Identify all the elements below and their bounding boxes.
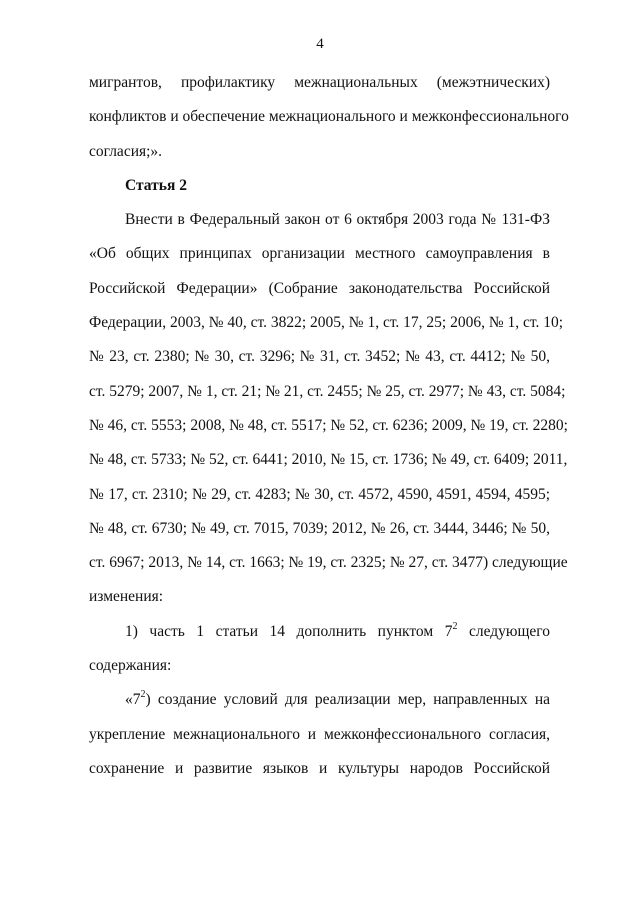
document-body [89,71,569,791]
amendment-1-start: 1) часть 1 статьи 14 дополнить пунктом 7 [125,622,453,640]
text-line: укрепление межнационального и межконфессионального согласия, [89,725,550,743]
text-line: № 48, ст. 6730; № 49, ст. 7015, 7039; 2012, № 26, ст. 3444, 3446; № 50, [89,519,550,537]
text-line: «Об общих принципах организации местного самоуправления в [89,245,550,263]
superscript: 2 [452,620,458,632]
amendment-1-end: следующего [468,622,550,640]
text-line: Российской Федерации» (Собрание законодательства Российской [89,279,550,297]
text-line: Внести в Федеральный закон от 6 октября 2003 года № 131-ФЗ [125,211,550,229]
text-line: Федерации, 2003, № 40, ст. 3822; 2005, № 1, ст. 17, 25; 2006, № 1, ст. 10; [89,314,564,332]
text-line: содержания: [89,657,172,675]
text-line: № 48, ст. 5733; № 52, ст. 6441; 2010, № 15, ст. 1736; № 49, ст. 6409; 2011, [89,451,568,469]
text-line: мигрантов, профилактику межнациональных (межэтнических) [89,74,550,91]
page-number: 4 [316,36,324,52]
text-line: № 23, ст. 2380; № 30, ст. 3296; № 31, ст. 3452; № 43, ст. 4412; № 50, [89,348,550,366]
text-line: ст. 5279; 2007, № 1, ст. 21; № 21, ст. 2455; № 25, ст. 2977; № 43, ст. 5084; [89,382,566,400]
text-line: изменения: [89,588,164,606]
text-line: ст. 6967; 2013, № 14, ст. 1663; № 19, ст. 2325; № 27, ст. 3477) следующие [89,554,568,572]
clause-text-start: ) создание условий для реализации мер, направленных на [145,691,550,709]
text-line [89,688,550,722]
text-line [89,620,550,654]
text-line: согласия;». [89,142,163,160]
clause-number: «7 [125,691,141,709]
text-line: сохранение и развитие языков и культуры народов Российской [89,759,550,777]
text-line: № 46, ст. 5553; 2008, № 48, ст. 5517; № 52, ст. 6236; 2009, № 19, ст. 2280; [89,416,568,434]
superscript: 2 [140,689,146,701]
text-line: № 17, ст. 2310; № 29, ст. 4283; № 30, ст. 4572, 4590, 4591, 4594, 4595; [89,485,550,503]
article-heading: Статья 2 [125,176,187,194]
text-line: конфликтов и обеспечение межнационального и межконфессионального [89,108,569,126]
